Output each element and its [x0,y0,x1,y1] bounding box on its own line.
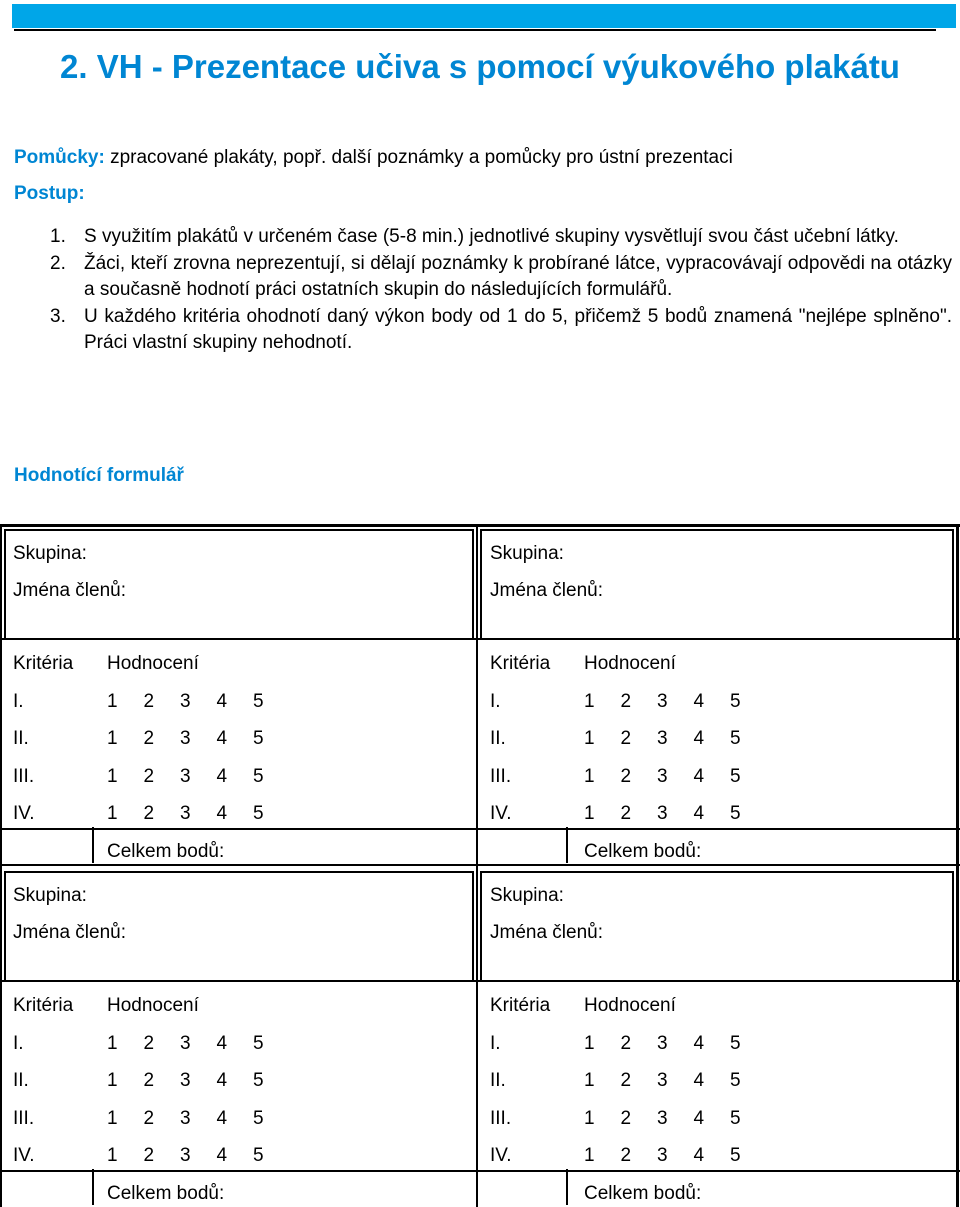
rating-option[interactable]: 1 [107,1145,118,1166]
rating-option[interactable]: 4 [693,1145,705,1166]
criteria-header: Kritéria [13,653,74,674]
rating-option[interactable]: 2 [620,803,632,824]
rating-option[interactable]: 2 [143,728,155,749]
group-label: Skupina: [490,885,564,906]
grid-line-h [480,871,954,873]
rating-option[interactable]: 3 [657,690,668,712]
grid-line-v [4,529,6,639]
rating-option[interactable]: 5 [730,803,741,824]
rating-option[interactable]: 2 [620,690,632,712]
step-number: 3. [50,305,66,327]
rating-option[interactable]: 1 [584,728,595,749]
grid-line-h [0,864,960,866]
group-label: Skupina: [13,543,87,564]
step-number: 2. [50,252,66,274]
criteria-label: III. [490,765,512,787]
rating-option[interactable]: 5 [253,803,264,824]
criteria-header: Kritéria [490,653,551,674]
rating-option[interactable]: 2 [143,803,155,824]
grid-line-v [566,827,568,863]
members-label: Jména členů: [13,922,127,943]
rating-option[interactable]: 3 [180,690,191,712]
rating-option[interactable]: 3 [657,728,668,749]
rating-option[interactable]: 1 [107,1032,118,1054]
rating-header: Hodnocení [107,995,199,1016]
grid-line-h [0,980,960,982]
step-text: Žáci, kteří zrovna neprezentují, si dělají poznámky k probírané látce, vypracovávají odpovědi na otázky a současně hodnotí práci ostatních skupin do následujících formulářů. [84,252,952,300]
rating-option[interactable]: 5 [730,728,741,749]
rating-option[interactable]: 4 [216,1032,228,1054]
rating-option[interactable]: 2 [143,1032,155,1054]
criteria-label: III. [490,1107,512,1129]
criteria-label: II. [490,728,506,749]
grid-line-h [0,828,960,830]
step-item [50,251,952,304]
criteria-label: II. [13,728,29,749]
rating-option[interactable]: 3 [657,765,668,787]
grid-line-v [92,1169,94,1205]
criteria-label: III. [13,1107,35,1129]
rating-option[interactable]: 3 [657,1107,668,1129]
rating-option[interactable]: 4 [216,765,228,787]
rating-option[interactable]: 5 [253,765,264,787]
rating-option[interactable]: 5 [730,1145,741,1166]
step-item [50,224,952,251]
rating-option[interactable]: 5 [253,1070,264,1091]
criteria-label: II. [13,1070,29,1091]
grid-line-v [92,827,94,863]
rating-option[interactable]: 2 [143,1145,155,1166]
rating-option[interactable]: 1 [107,1070,118,1091]
rating-option[interactable]: 1 [107,690,118,712]
rating-option[interactable]: 2 [620,1070,632,1091]
aids-label: Pomůcky: [14,147,105,168]
rating-option[interactable]: 2 [620,728,632,749]
criteria-label: I. [13,690,24,712]
rating-option[interactable]: 5 [730,765,741,787]
rating-option[interactable]: 2 [143,690,155,712]
form-heading-text: Hodnotící formulář [14,465,184,486]
rating-option[interactable]: 3 [657,1145,668,1166]
header-rule [14,29,936,31]
rating-option[interactable]: 2 [143,1070,155,1091]
group-label: Skupina: [490,543,564,564]
rating-option[interactable]: 2 [620,1107,632,1129]
rating-option[interactable]: 3 [657,803,668,824]
rating-option[interactable]: 5 [253,1032,264,1054]
criteria-label: III. [13,765,35,787]
rating-header: Hodnocení [107,653,199,674]
grid-line-v [472,871,474,981]
rating-option[interactable]: 5 [253,1107,264,1129]
criteria-header: Kritéria [490,995,551,1016]
criteria-label: II. [490,1070,506,1091]
procedure-steps [50,224,952,357]
rating-option[interactable]: 5 [253,728,264,749]
rating-option[interactable]: 1 [584,765,595,787]
rating-option[interactable]: 2 [143,765,155,787]
rating-option[interactable]: 3 [180,1070,191,1091]
aids-text: zpracované plakáty, popř. další poznámky a pomůcky pro ústní prezentaci [104,147,733,168]
grid-line-v [480,871,482,981]
members-label: Jména členů: [490,580,604,601]
grid-line-v [952,871,954,981]
rating-option[interactable]: 5 [253,1145,264,1166]
header-bar [12,4,956,28]
page-title: 2. VH - Prezentace učiva s pomocí výukového plakátu [60,48,900,85]
rating-option[interactable]: 4 [693,690,705,712]
rating-option[interactable]: 2 [143,1107,155,1129]
total-label: Celkem bodů: [584,840,702,862]
rating-option[interactable]: 5 [730,1032,741,1054]
rating-option[interactable]: 1 [107,1107,118,1129]
rating-option[interactable]: 3 [180,803,191,824]
rating-option[interactable]: 4 [216,728,228,749]
total-label: Celkem bodů: [584,1182,702,1204]
grid-line-h [0,638,960,640]
grid-line-h [480,529,954,531]
rating-option[interactable]: 3 [180,765,191,787]
rating-option[interactable]: 1 [584,1032,595,1054]
rating-option[interactable]: 5 [253,690,264,712]
total-label: Celkem bodů: [107,840,225,862]
grid-line-h [0,524,960,527]
rating-option[interactable]: 4 [216,1107,228,1129]
criteria-label: IV. [490,1145,512,1166]
rating-option[interactable]: 1 [107,765,118,787]
rating-option[interactable]: 3 [180,1107,191,1129]
grid-line-v [472,529,474,639]
rating-option[interactable]: 4 [693,728,705,749]
rating-option[interactable]: 4 [693,1032,705,1054]
rating-option[interactable]: 1 [107,803,118,824]
rating-option[interactable]: 1 [584,1107,595,1129]
rating-option[interactable]: 1 [584,690,595,712]
rating-option[interactable]: 3 [180,728,191,749]
rating-option[interactable]: 4 [216,1145,228,1166]
total-label: Celkem bodů: [107,1182,225,1204]
criteria-label: I. [490,1032,501,1054]
rating-option[interactable]: 3 [657,1070,668,1091]
rating-option[interactable]: 3 [180,1145,191,1166]
form-heading [14,463,184,489]
group-label: Skupina: [13,885,87,906]
grid-line-h [4,529,474,531]
step-number: 1. [50,226,66,247]
criteria-header: Kritéria [13,995,74,1016]
criteria-label: I. [490,690,501,712]
grid-line-h [0,1170,960,1172]
members-label: Jména členů: [490,922,604,943]
criteria-label: IV. [13,1145,35,1166]
grid-line-v [952,529,954,639]
procedure-label: Postup: [14,183,85,204]
rating-option[interactable]: 2 [620,1032,632,1054]
rating-option[interactable]: 1 [584,1145,595,1166]
rating-option[interactable]: 1 [584,1070,595,1091]
rating-header: Hodnocení [584,653,676,674]
aids-line [14,145,733,171]
rating-option[interactable]: 1 [107,728,118,749]
evaluation-form [0,524,960,1207]
rating-option[interactable]: 5 [730,1070,741,1091]
rating-option[interactable]: 4 [693,1107,705,1129]
rating-option[interactable]: 4 [216,1070,228,1091]
members-label: Jména členů: [13,580,127,601]
rating-option[interactable]: 1 [584,803,595,824]
grid-line-h [4,871,474,873]
step-item [50,304,952,357]
rating-option[interactable]: 2 [620,1145,632,1166]
rating-option[interactable]: 2 [620,765,632,787]
rating-option[interactable]: 4 [693,803,705,824]
rating-option[interactable]: 4 [693,1070,705,1091]
step-text: U každého kritéria ohodnotí daný výkon body od 1 do 5, přičemž 5 bodů znamená "nejlépe splněno". Práci vlastní skupiny nehodnotí. [84,305,952,353]
grid-line-v [566,1169,568,1205]
rating-option[interactable]: 3 [657,1032,668,1054]
rating-option[interactable]: 5 [730,690,741,712]
criteria-label: IV. [490,803,512,824]
step-text: S využitím plakátů v určeném čase (5-8 min.) jednotlivé skupiny vysvětlují svou část učební látky. [84,226,899,247]
rating-option[interactable]: 4 [216,803,228,824]
rating-header: Hodnocení [584,995,676,1016]
criteria-label: I. [13,1032,24,1054]
rating-option[interactable]: 4 [216,690,228,712]
procedure-heading [14,181,85,207]
rating-option[interactable]: 3 [180,1032,191,1054]
grid-line-v [480,529,482,639]
criteria-label: IV. [13,803,35,824]
rating-option[interactable]: 4 [693,765,705,787]
grid-line-v [4,871,6,981]
rating-option[interactable]: 5 [730,1107,741,1129]
